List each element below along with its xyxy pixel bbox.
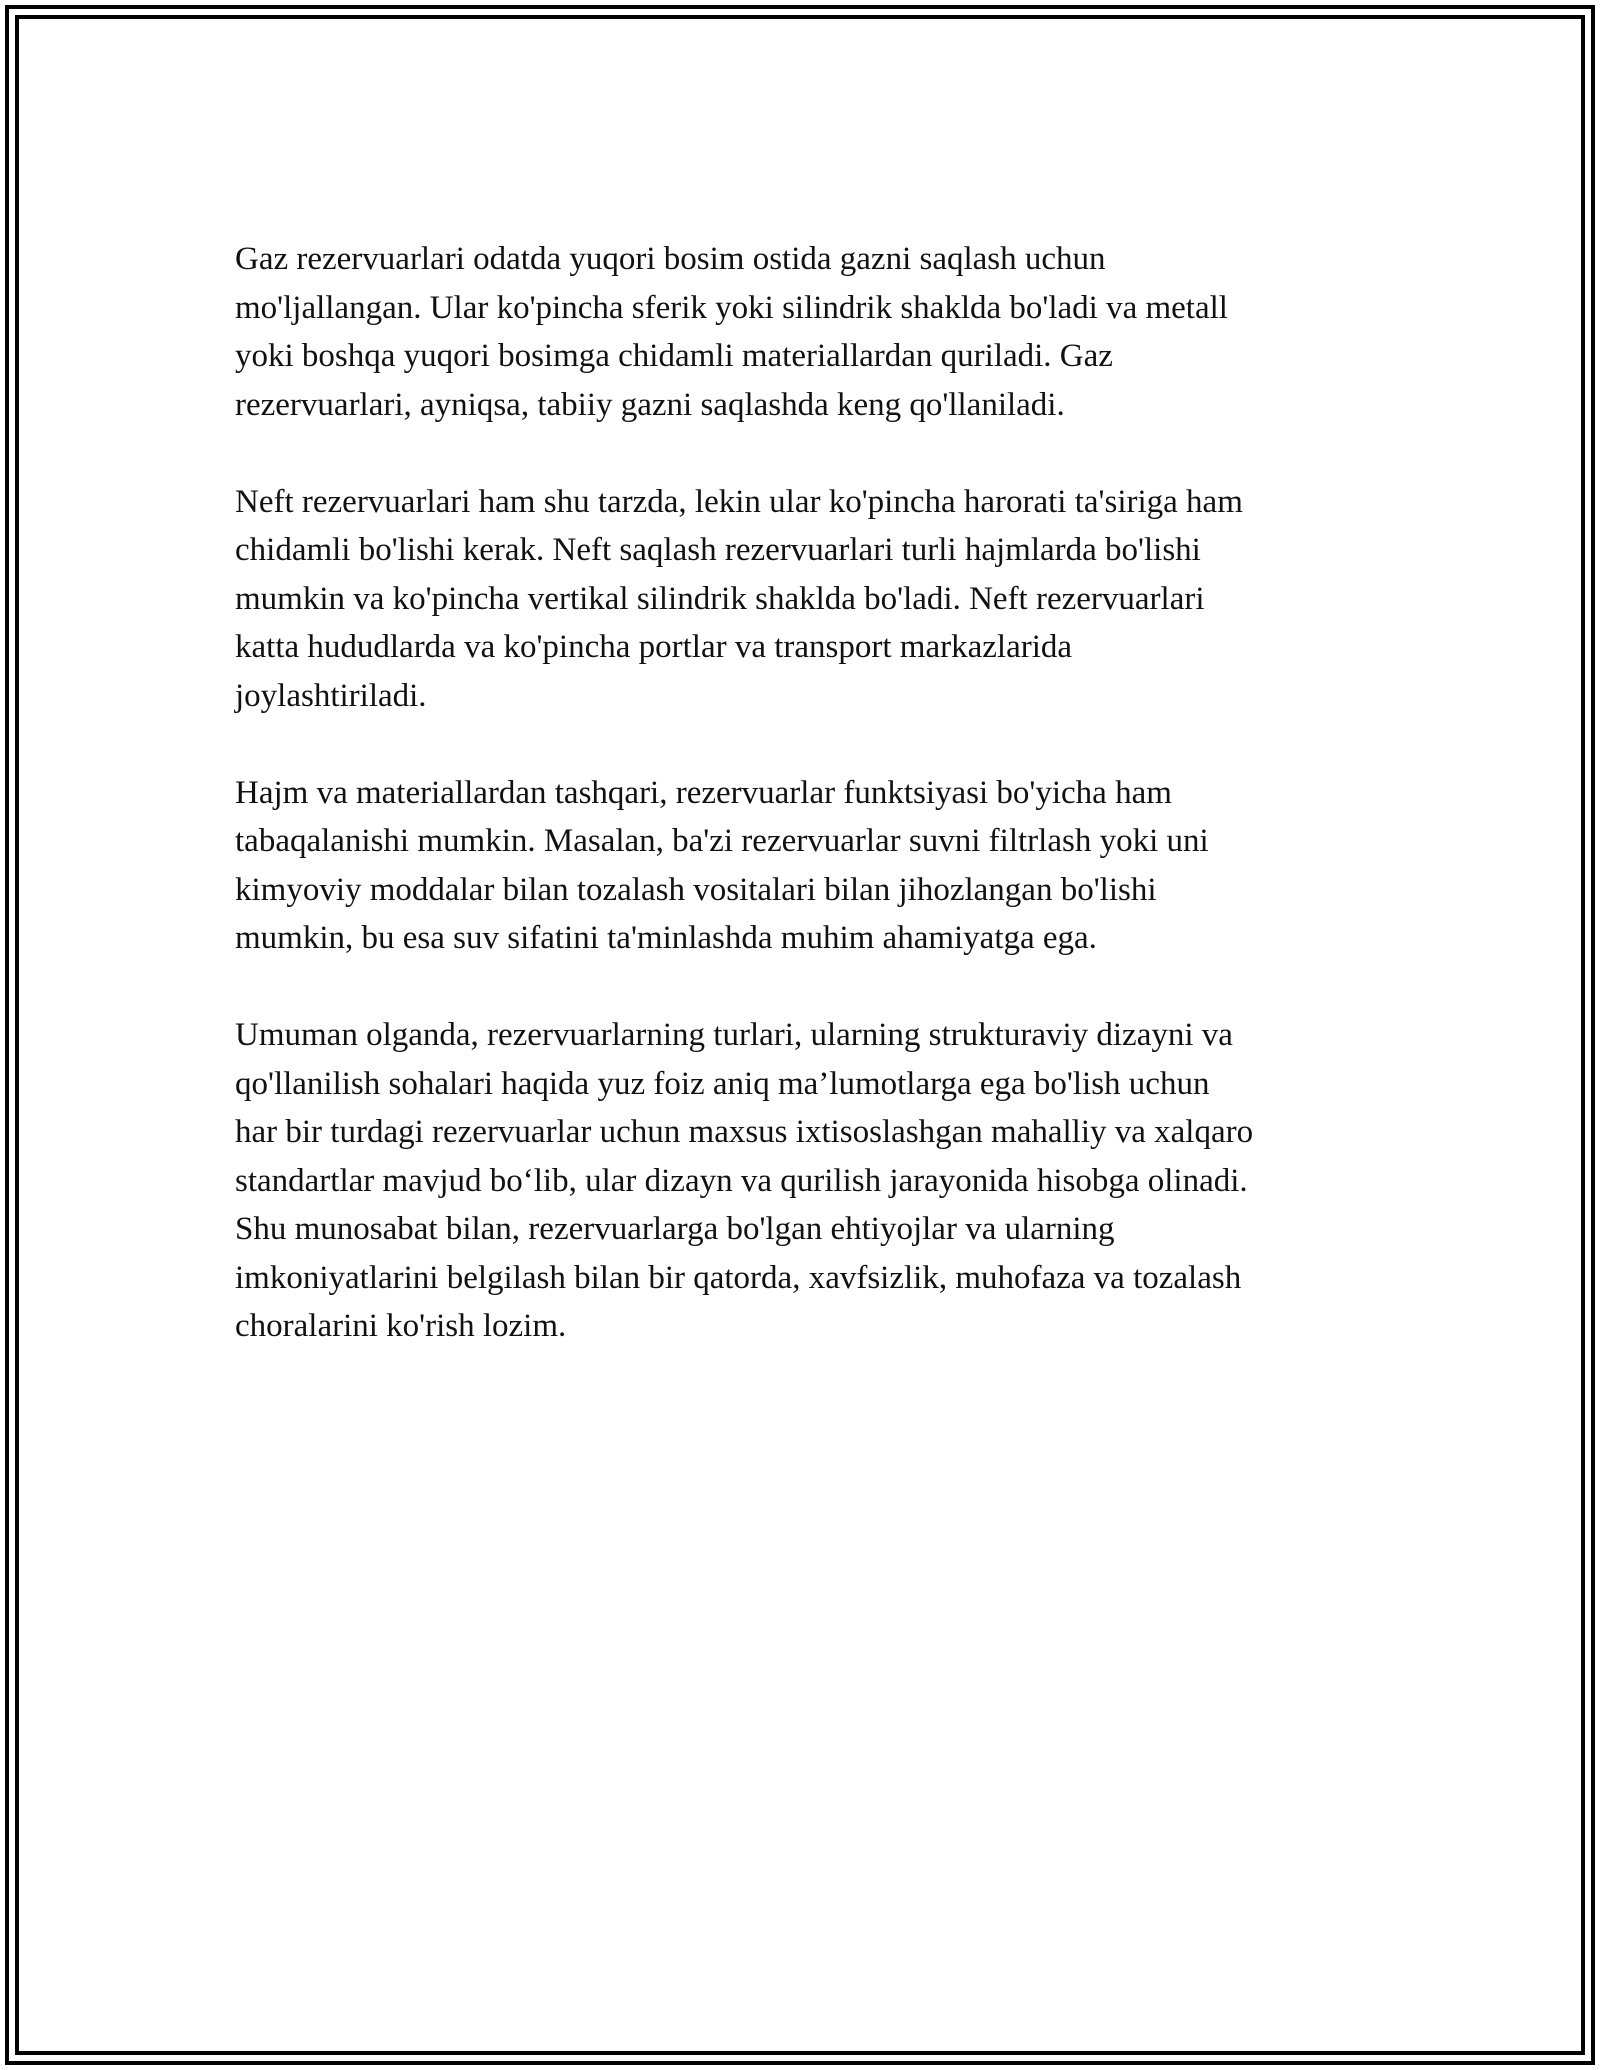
text-line: joylashtiriladi. bbox=[235, 677, 427, 714]
text-line: chidamli bo'lishi kerak. Neft saqlash rezervuarlari turli hajmlarda bo'lishi bbox=[235, 532, 1201, 568]
text-line: imkoniyatlarini belgilash bilan bir qatorda, xavfsizlik, muhofaza va tozalash bbox=[235, 1259, 1242, 1296]
paragraph-function-classification bbox=[235, 769, 1385, 963]
text-line: mumkin va ko'pincha vertikal silindrik shaklda bo'ladi. Neft rezervuarlari bbox=[235, 580, 1205, 617]
text-line: tabaqalanishi mumkin. Masalan, ba'zi rezervuarlar suvni filtrlash yoki uni bbox=[235, 823, 1209, 859]
text-line: mo'ljallangan. Ular ko'pincha sferik yoki silindrik shaklda bo'ladi va metall bbox=[235, 289, 1228, 326]
text-line: Shu munosabat bilan, rezervuarlarga bo'lgan ehtiyojlar va ularning bbox=[235, 1211, 1115, 1247]
text-line: rezervuarlari, ayniqsa, tabiiy gazni saqlashda keng qo'llaniladi. bbox=[235, 386, 1065, 423]
text-line: qo'llanilish sohalari haqida yuz foiz aniq ma’lumotlarga ega bo'lish uchun bbox=[235, 1065, 1210, 1102]
paragraph-conclusion bbox=[235, 1011, 1385, 1351]
text-line: Hajm va materiallardan tashqari, rezervuarlar funktsiyasi bo'yicha ham bbox=[235, 774, 1172, 811]
text-line: Gaz rezervuarlari odatda yuqori bosim ostida gazni saqlash uchun bbox=[235, 241, 1106, 277]
text-line: Umuman olganda, rezervuarlarning turlari, ularning strukturaviy dizayni va bbox=[235, 1017, 1233, 1053]
text-line: Neft rezervuarlari ham shu tarzda, lekin ular ko'pincha harorati ta'siriga ham bbox=[235, 483, 1243, 520]
text-line: choralarini ko'rish lozim. bbox=[235, 1308, 567, 1344]
document-body bbox=[235, 235, 1385, 1399]
text-line: mumkin, bu esa suv sifatini ta'minlashda muhim ahamiyatga ega. bbox=[235, 920, 1097, 956]
text-line: yoki boshqa yuqori bosimga chidamli materiallardan quriladi. Gaz bbox=[235, 338, 1113, 374]
text-line: katta hududlarda va ko'pincha portlar va transport markazlarida bbox=[235, 629, 1073, 665]
paragraph-gas-reservoirs bbox=[235, 235, 1385, 429]
paragraph-oil-reservoirs bbox=[235, 478, 1385, 721]
text-line: har bir turdagi rezervuarlar uchun maxsus ixtisoslashgan mahalliy va xalqaro bbox=[235, 1114, 1254, 1150]
text-line: standartlar mavjud bo‘lib, ular dizayn va qurilish jarayonida hisobga olinadi. bbox=[235, 1162, 1248, 1199]
text-line: kimyoviy moddalar bilan tozalash vositalari bilan jihozlangan bo'lishi bbox=[235, 871, 1157, 908]
